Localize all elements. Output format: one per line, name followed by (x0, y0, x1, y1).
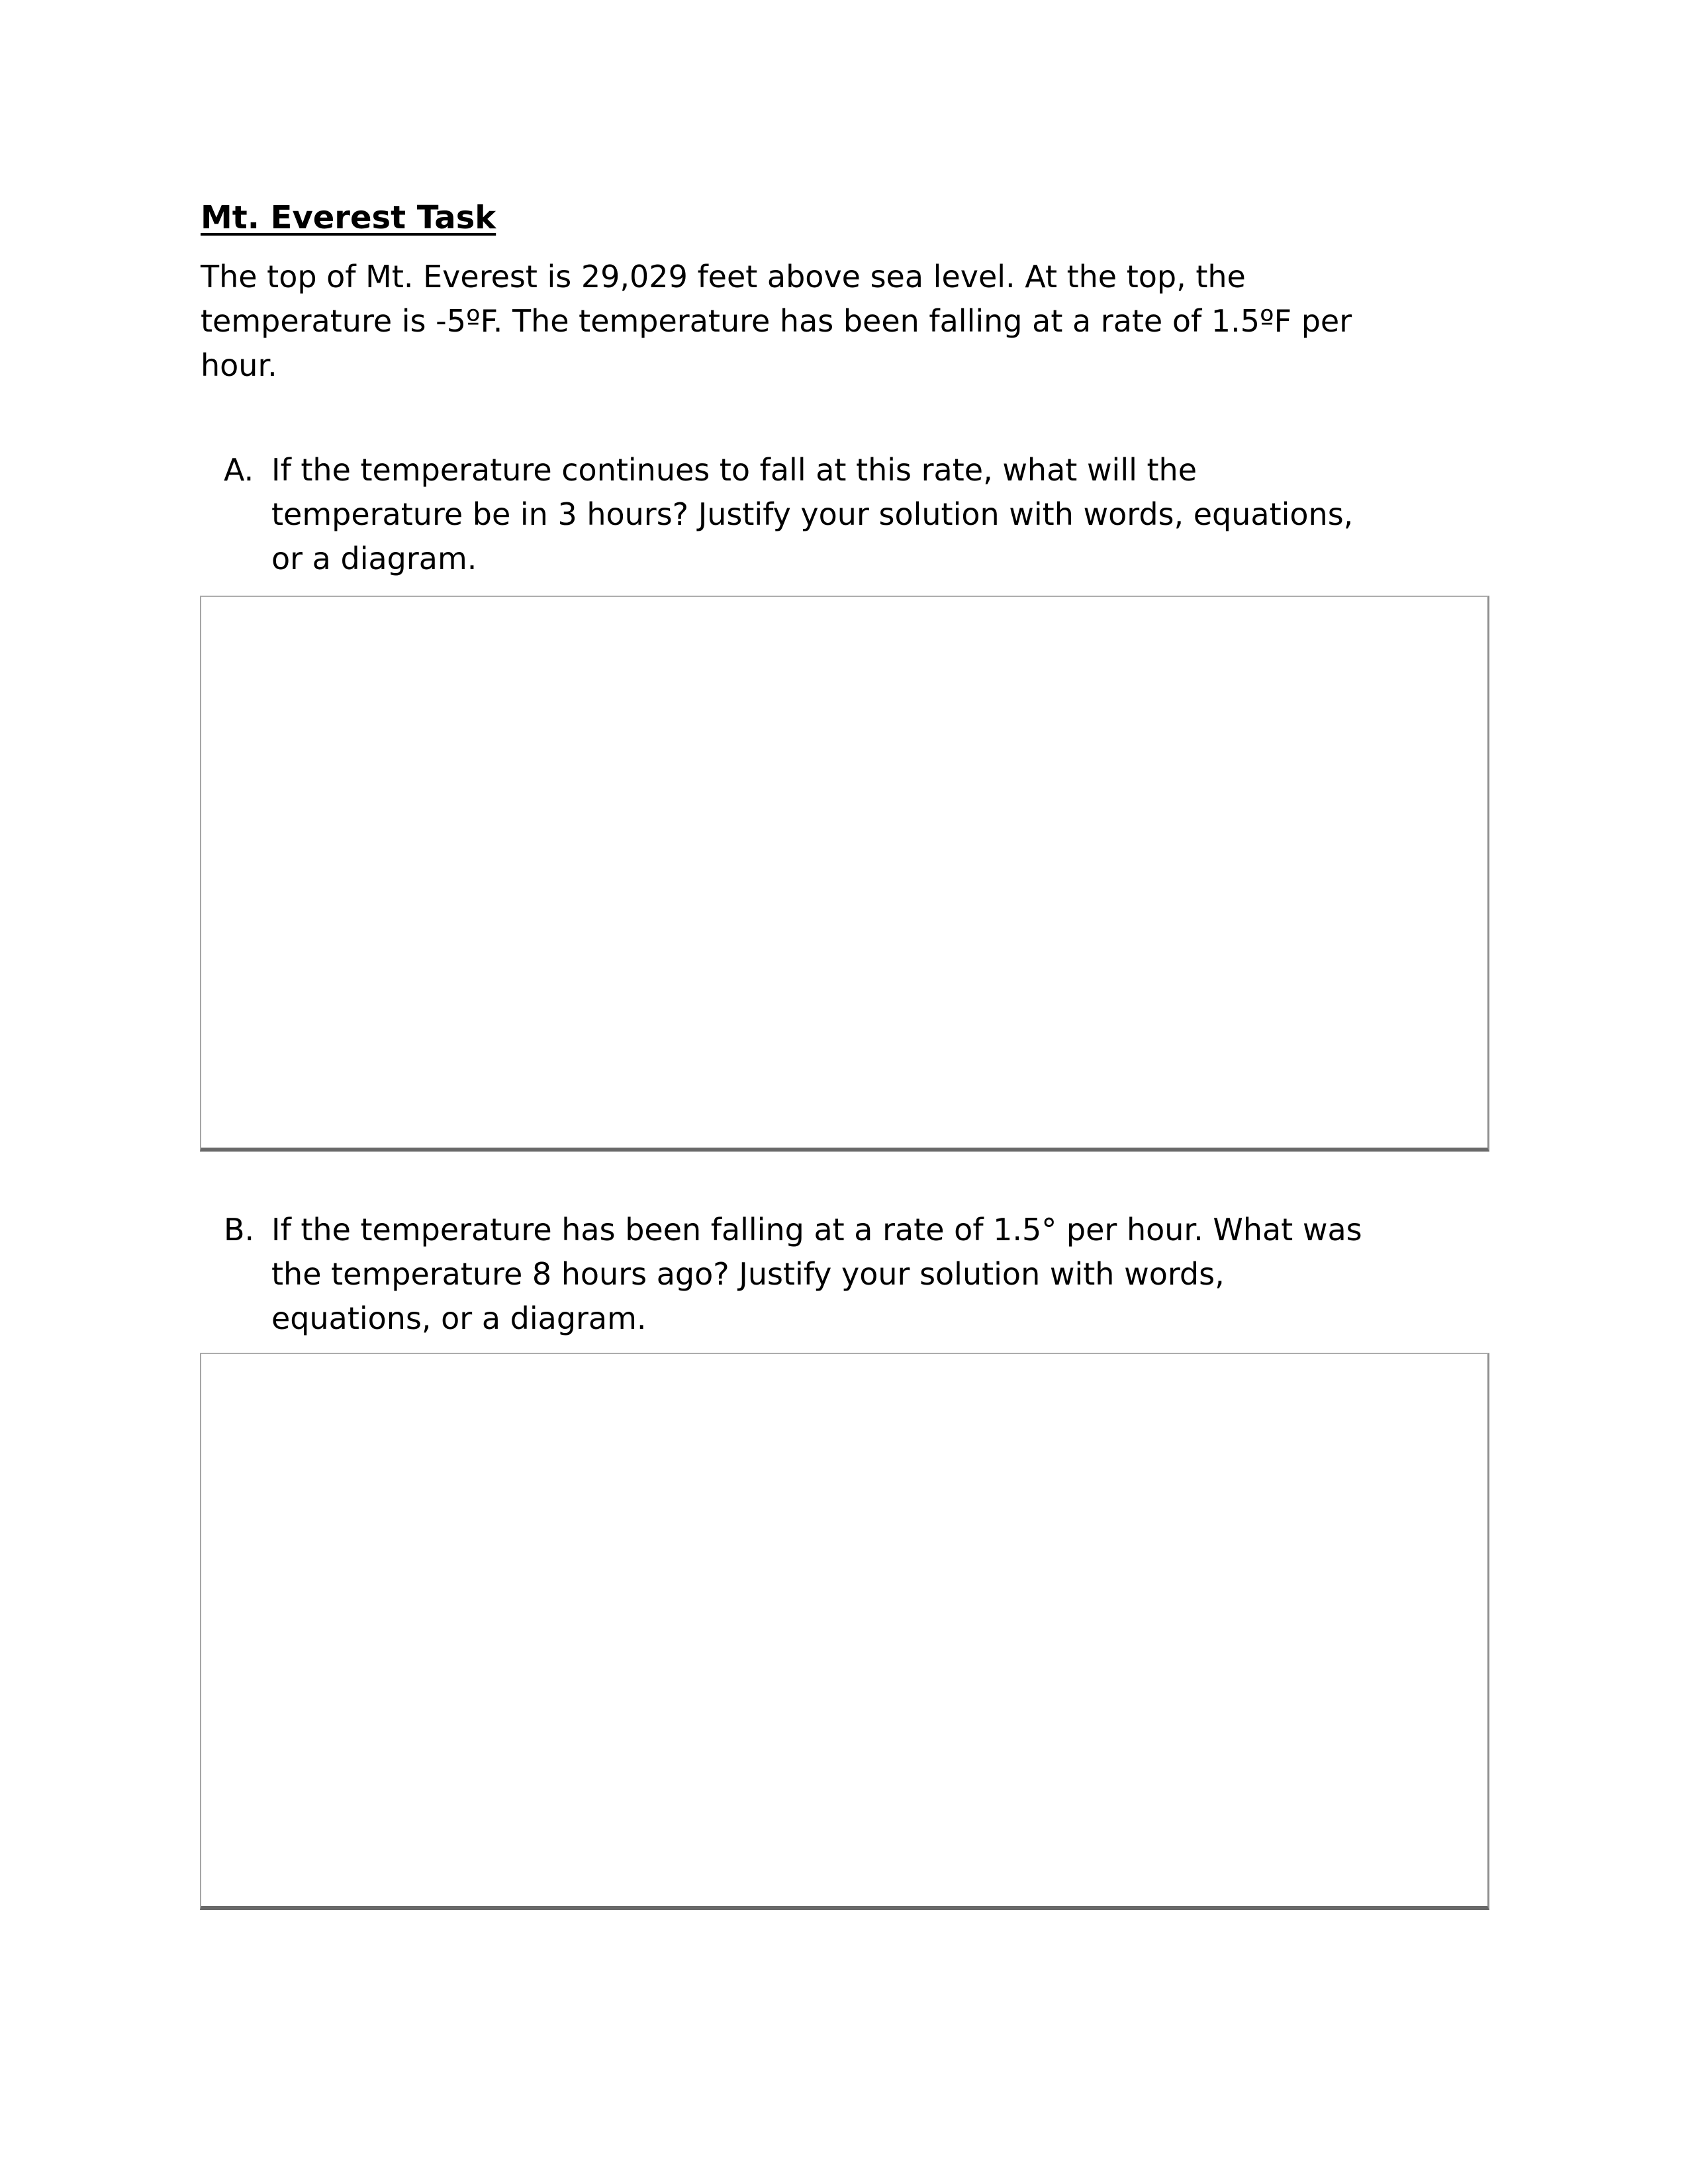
question-b-line: If the temperature has been falling at a rate of 1.5° per hour. What was (271, 1212, 1362, 1248)
question-b (224, 1208, 1362, 1341)
question-a-line: or a diagram. (271, 541, 477, 576)
question-b-text (271, 1208, 1362, 1341)
question-a-marker: A. (224, 452, 254, 488)
answer-box-a[interactable] (200, 596, 1489, 1152)
intro-paragraph (201, 255, 1352, 388)
question-a-line: If the temperature continues to fall at this rate, what will the (271, 452, 1197, 488)
question-a-text (271, 448, 1353, 581)
question-b-marker: B. (224, 1212, 255, 1248)
question-a-line: temperature be in 3 hours? Justify your solution with words, equations, (271, 496, 1354, 532)
intro-line: temperature is -5ºF. The temperature has been falling at a rate of 1.5ºF per (201, 303, 1352, 339)
question-b-line: the temperature 8 hours ago? Justify your solution with words, (271, 1256, 1225, 1292)
intro-line: hour. (201, 347, 277, 383)
question-a (224, 448, 1353, 581)
question-b-line: equations, or a diagram. (271, 1300, 647, 1336)
intro-line: The top of Mt. Everest is 29,029 feet above sea level. At the top, the (201, 259, 1246, 295)
answer-box-b[interactable] (200, 1353, 1489, 1910)
page-title: Mt. Everest Task (201, 199, 496, 236)
